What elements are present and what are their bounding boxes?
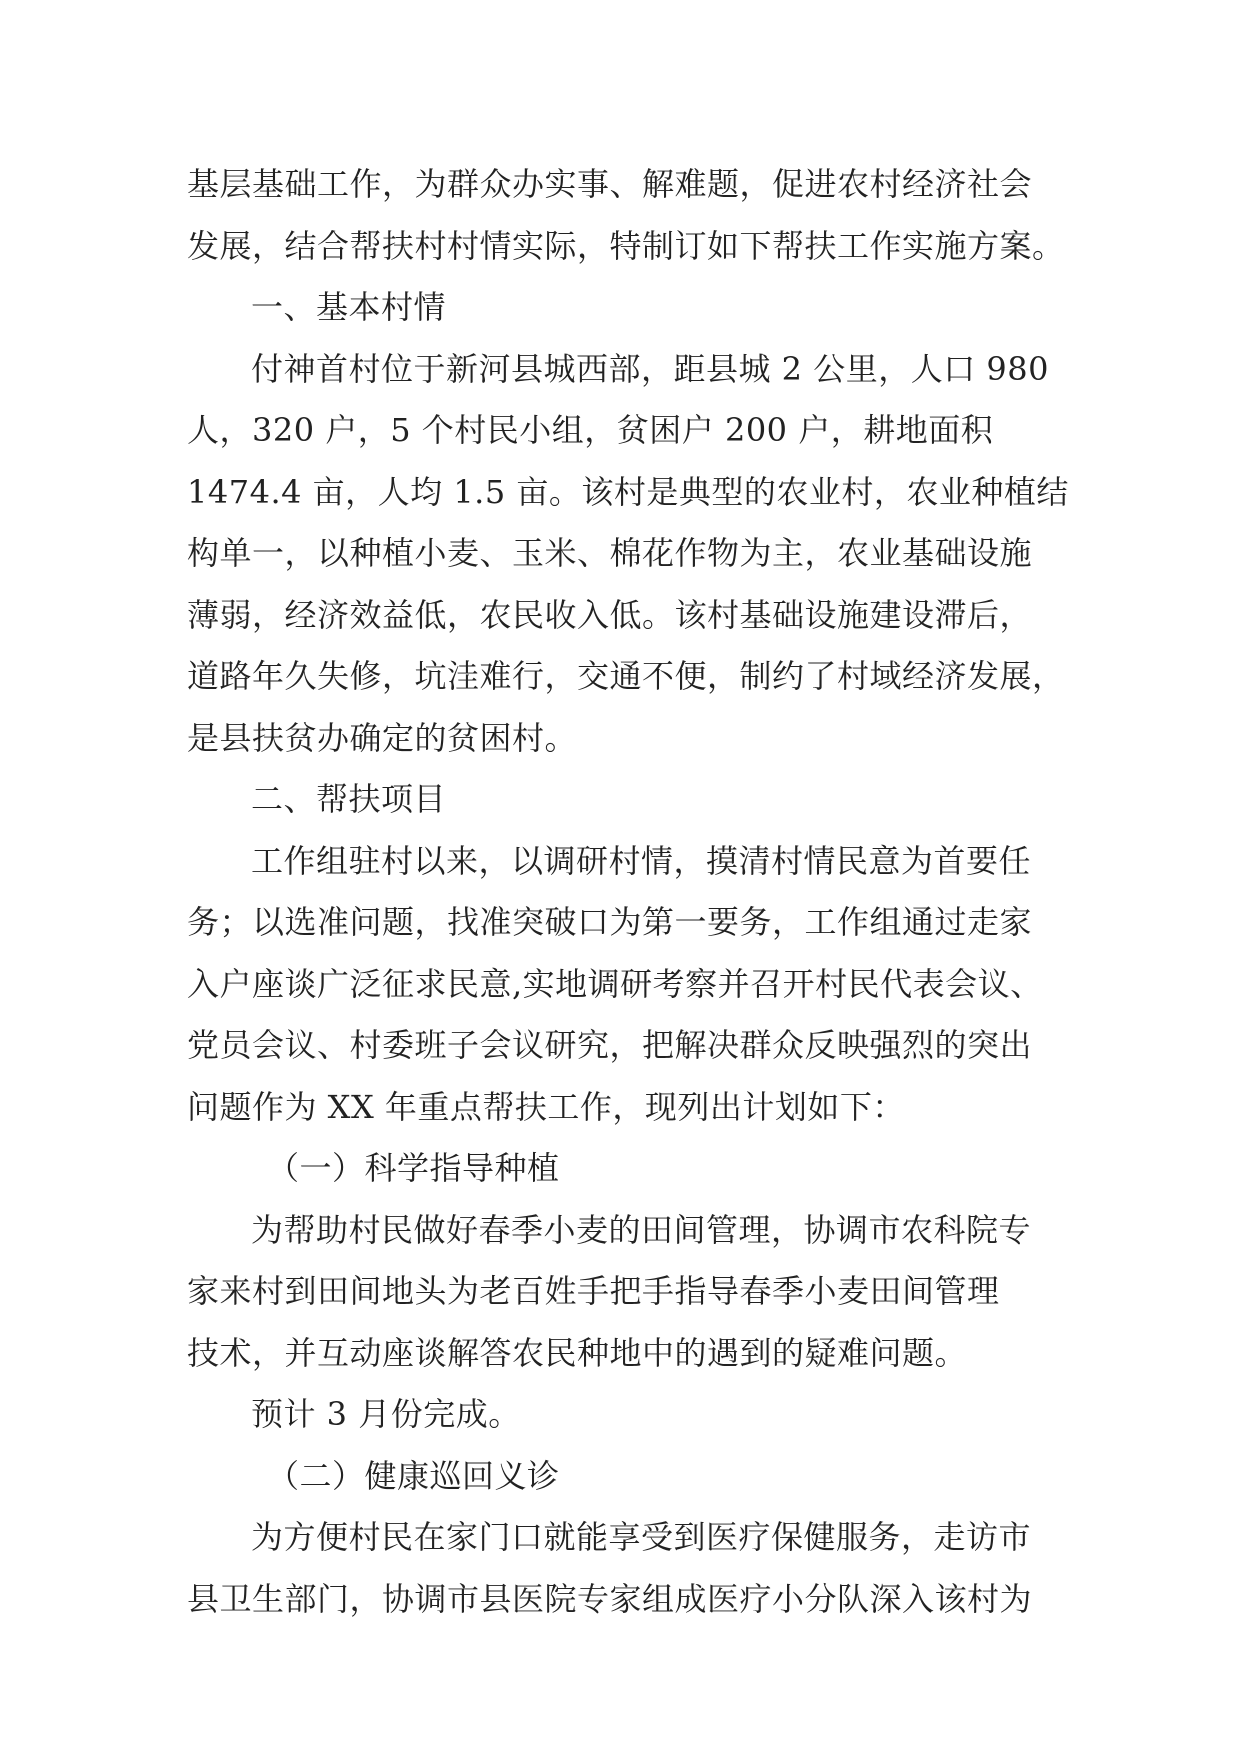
text-line: 人，320 户，5 个村民小组，贫困户 200 户，耕地面积 [187, 411, 994, 449]
text-line: 发展，结合帮扶村村情实际，特制订如下帮扶工作实施方案。 [187, 226, 1065, 265]
text-line: 1474.4 亩，人均 1.5 亩。该村是典型的农业村，农业种植结 [187, 472, 1069, 511]
text-line: 县卫生部门，协调市县医院专家组成医疗小分队深入该村为 [187, 1579, 1033, 1618]
section-heading: 二、帮扶项目 [251, 780, 447, 818]
text-line: 构单一，以种植小麦、玉米、棉花作物为主，农业基础设施 [187, 534, 1033, 572]
text-line: 为方便村民在家门口就能享受到医疗保健服务，走访市 [251, 1518, 1032, 1556]
document-body [187, 154, 1067, 1630]
text-line: 是县扶贫办确定的贫困村。 [187, 718, 578, 757]
text-line: 务；以选准问题，找准突破口为第一要务，工作组通过走家 [187, 903, 1033, 941]
text-line: 薄弱，经济效益低，农民收入低。该村基础设施建设滞后， [187, 595, 1033, 634]
text-line: 技术，并互动座谈解答农民种地中的遇到的疑难问题。 [187, 1333, 968, 1372]
text-line: 付神首村位于新河县城西部，距县城 2 公里，人口 980 [251, 349, 1049, 388]
subsection-heading: （一）科学指导种植 [267, 1149, 560, 1187]
subsection-heading: （二）健康巡回义诊 [267, 1456, 560, 1495]
text-line: 工作组驻村以来，以调研村情，摸清村情民意为首要任 [251, 841, 1032, 880]
text-line: 预计 3 月份完成。 [251, 1395, 521, 1433]
text-line: 道路年久失修，坑洼难行，交通不便，制约了村域经济发展， [187, 657, 1065, 695]
text-line: 问题作为 XX 年重点帮扶工作，现列出计划如下： [187, 1087, 905, 1126]
text-line: 党员会议、村委班子会议研究，把解决群众反映强烈的突出 [187, 1026, 1033, 1064]
section-heading: 一、基本村情 [251, 288, 447, 326]
text-line: 基层基础工作，为群众办实事、解难题，促进农村经济社会 [187, 165, 1033, 203]
text-line: 为帮助村民做好春季小麦的田间管理，协调市农科院专 [251, 1210, 1032, 1249]
text-line: 入户座谈广泛征求民意,实地调研考察并召开村民代表会议、 [187, 964, 1043, 1003]
text-line: 家来村到田间地头为老百姓手把手指导春季小麦田间管理 [187, 1272, 1000, 1310]
